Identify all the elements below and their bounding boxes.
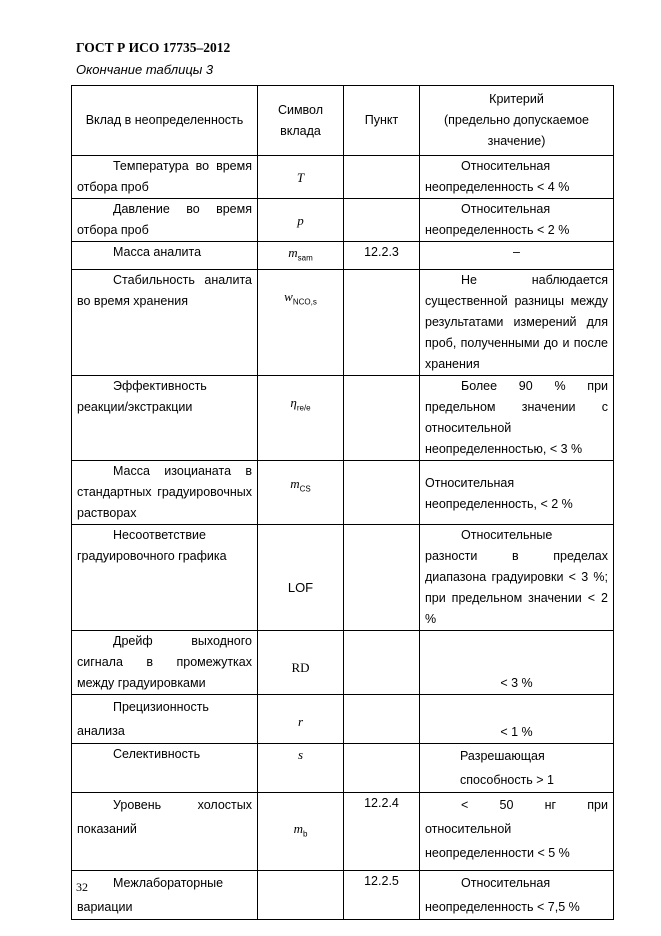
symbol-main: m [293,820,303,836]
cell-clause [344,199,420,242]
cell-symbol [258,870,344,919]
cell-contribution: Несоответствие градуировочного графика [72,524,258,630]
cell-clause [344,156,420,199]
table-row [72,743,614,792]
cell-symbol [258,156,344,199]
cell-criterion: Относительные разности в пределах диапазона градуировки < 3 %; при предельном значении < 2 % [420,524,614,630]
symbol-main: m [290,475,300,491]
page-number: 32 [76,880,88,894]
cell-clause: 12.2.5 [344,870,420,919]
cell-criterion: < 3 % [420,630,614,694]
cell-contribution: Стабильность аналита во время хранения [72,269,258,375]
symbol-main: m [288,245,298,260]
cell-contribution: Масса изоцианата в стандартных градуировочных растворах [72,460,258,524]
table-row [72,524,614,630]
cell-clause [344,694,420,743]
table-row [72,460,614,524]
header-clause: Пункт [344,86,420,156]
cell-clause: 12.2.4 [344,792,420,870]
symbol-subscript: sam [297,253,313,263]
cell-criterion: < 1 % [420,694,614,743]
header-contribution: Вклад в неопределенность [72,86,258,156]
cell-symbol [258,199,344,242]
cell-criterion: Разрешающая способность > 1 [420,743,614,792]
cell-criterion: Относительная неопределенность < 4 % [420,156,614,199]
table-row [72,269,614,375]
cell-clause [344,524,420,630]
cell-symbol [258,524,344,630]
cell-contribution: Дрейф выходного сигнала в промежутках между градуировками [72,630,258,694]
symbol-main: r [297,714,304,730]
header-symbol-line2: вклада [280,123,321,138]
table-header-row [72,86,614,156]
symbol-main: T [296,169,305,185]
header-symbol [258,86,344,156]
header-criterion [420,86,614,156]
cell-symbol [258,694,344,743]
header-criterion-line1: Критерий [489,92,544,106]
cell-clause [344,460,420,524]
header-criterion-line2: (предельно допускаемое [443,113,590,127]
cell-symbol [258,792,344,870]
cell-symbol [258,743,344,792]
symbol-main: LOF [287,579,314,595]
cell-contribution: Межлабораторные вариации [72,870,258,919]
cell-criterion: < 50 нг при относительной неопределенности < 5 % [420,792,614,870]
symbol-subscript: b [302,829,308,839]
symbol-subscript: NCO,s [292,297,317,307]
cell-contribution: Масса аналита [72,242,258,270]
table-row [72,199,614,242]
cell-criterion: – [420,242,614,270]
cell-clause [344,630,420,694]
cell-clause [344,269,420,375]
symbol-main: p [297,212,304,228]
cell-criterion: Относительная неопределенность, < 2 % [420,460,614,524]
cell-contribution: Уровень холостых показаний [72,792,258,870]
cell-criterion: Относительная неопределенность < 2 % [420,199,614,242]
table-row [72,156,614,199]
cell-symbol [258,630,344,694]
table-row [72,375,614,460]
cell-contribution: Давление во время отбора проб [72,199,258,242]
cell-contribution: Эффективность реакции/экстракции [72,375,258,460]
table-row [72,630,614,694]
header-criterion-line3: значение) [487,134,546,148]
symbol-main: s [297,746,304,762]
cell-clause [344,743,420,792]
cell-clause [344,375,420,460]
standard-designation: ГОСТ Р ИСО 17735–2012 [76,40,231,55]
symbol-main: RD [291,659,310,675]
table-row [72,792,614,870]
cell-clause: 12.2.3 [344,242,420,270]
symbol-main: w [284,288,293,304]
table-row [72,242,614,270]
symbol-subscript: CS [299,484,311,494]
cell-symbol [258,375,344,460]
uncertainty-table [71,85,614,920]
symbol-main: η [290,394,297,410]
cell-contribution: Температура во время отбора проб [72,156,258,199]
table-caption: Окончание таблицы 3 [76,62,214,77]
cell-criterion: Относительная неопределенность < 7,5 % [420,870,614,919]
cell-symbol [258,242,344,270]
cell-symbol [258,460,344,524]
table-row [72,870,614,919]
header-symbol-line1: Символ [277,102,324,117]
symbol-subscript: re/e [296,403,311,413]
cell-criterion: Не наблюдается существенной разницы между результатами измерений для проб, полученными до и после хранения [420,269,614,375]
table-row [72,694,614,743]
cell-criterion: Более 90 % при предельном значении с относительной неопределенностью, < 3 % [420,375,614,460]
cell-contribution: Прецизионность анализа [72,694,258,743]
cell-contribution: Селективность [72,743,258,792]
cell-symbol [258,269,344,375]
